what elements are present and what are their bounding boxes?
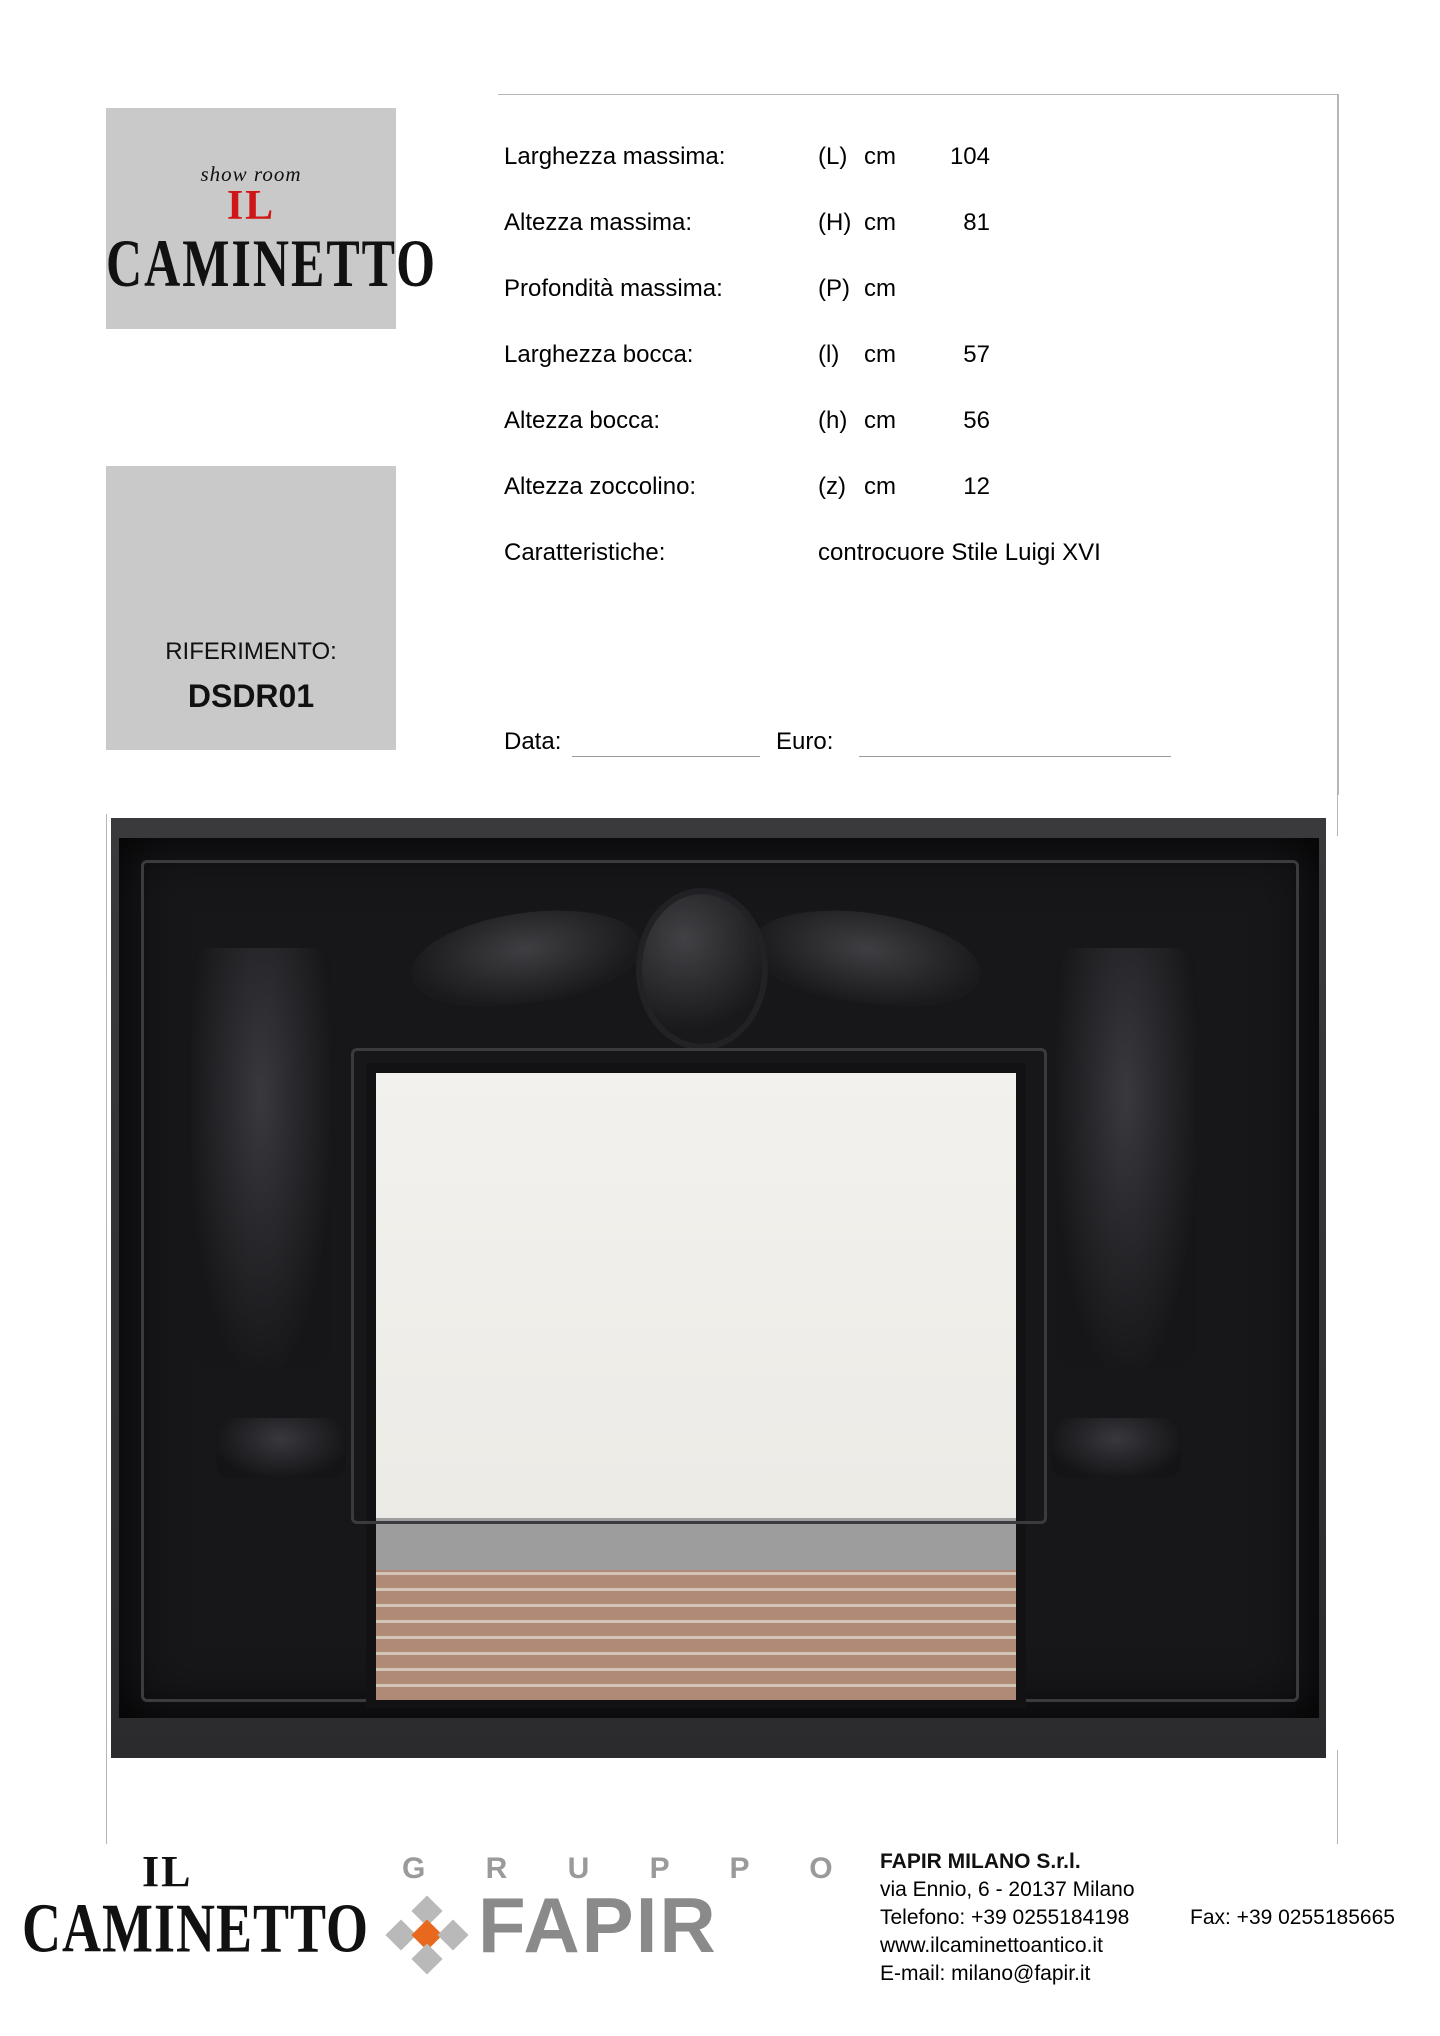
logo-caminetto-text: CAMINETTO bbox=[106, 225, 438, 301]
pilaster-right-relief bbox=[1056, 948, 1196, 1368]
characteristics-label: Caratteristiche: bbox=[504, 539, 666, 566]
footer-fax: Fax: +39 0255185665 bbox=[1190, 1906, 1395, 1929]
euro-input-rule[interactable] bbox=[859, 756, 1171, 757]
footer-brand-caminetto: CAMINETTO bbox=[22, 1889, 370, 1968]
spec-value: 57 bbox=[963, 341, 990, 368]
opening-brick-floor bbox=[376, 1570, 1016, 1700]
reference-label: RIFERIMENTO: bbox=[165, 638, 337, 665]
product-photo bbox=[111, 818, 1326, 1758]
spec-symbol: (l) bbox=[818, 341, 840, 368]
spec-label: Larghezza bocca: bbox=[504, 341, 694, 368]
spec-label: Altezza zoccolino: bbox=[504, 473, 697, 500]
page-right-rule-lower bbox=[1337, 1750, 1338, 1844]
page-left-rule bbox=[106, 814, 107, 1844]
footer-website-link[interactable]: www.ilcaminettoantico.it bbox=[880, 1934, 1103, 1957]
footer-company-name: FAPIR MILANO S.r.l. bbox=[880, 1850, 1081, 1873]
spec-unit: cm bbox=[864, 143, 896, 170]
panel-right-rule bbox=[1337, 94, 1338, 836]
spec-symbol: (z) bbox=[818, 473, 846, 500]
spec-row bbox=[498, 407, 1338, 439]
spec-value: 81 bbox=[963, 209, 990, 236]
characteristics-row bbox=[498, 539, 1338, 571]
frame-inner-bead bbox=[351, 1048, 1047, 1524]
spec-unit: cm bbox=[864, 341, 896, 368]
spec-row bbox=[498, 341, 1338, 373]
footer-gruppo-text: G R U P P O bbox=[402, 1852, 859, 1885]
spec-unit: cm bbox=[864, 209, 896, 236]
spec-unit: cm bbox=[864, 275, 896, 302]
reference-box bbox=[106, 466, 396, 750]
spec-row bbox=[498, 143, 1338, 175]
specification-panel bbox=[498, 94, 1339, 795]
spec-unit: cm bbox=[864, 407, 896, 434]
spec-row bbox=[498, 209, 1338, 241]
footer-address: via Ennio, 6 - 20137 Milano bbox=[880, 1878, 1135, 1901]
spec-value: 12 bbox=[963, 473, 990, 500]
footer-email-link[interactable]: E-mail: milano@fapir.it bbox=[880, 1962, 1091, 1985]
footer-telephone: Telefono: +39 0255184198 bbox=[880, 1906, 1130, 1929]
spec-value: 104 bbox=[949, 143, 990, 170]
logo-il-text: IL bbox=[226, 183, 276, 229]
date-label: Data: bbox=[504, 728, 562, 755]
page-footer bbox=[0, 1836, 1440, 2036]
footer-brand-il: IL bbox=[142, 1847, 193, 1896]
base-left-relief bbox=[216, 1418, 346, 1478]
spec-row bbox=[498, 473, 1338, 505]
showroom-logo-box bbox=[106, 108, 438, 329]
base-right-relief bbox=[1051, 1418, 1181, 1478]
opening-hearth bbox=[376, 1518, 1016, 1570]
characteristics-value: controcuore Stile Luigi XVI bbox=[818, 539, 1101, 566]
logo-showroom-text: show room bbox=[200, 162, 302, 186]
spec-label: Profondità massima: bbox=[504, 275, 723, 302]
pilaster-left-relief bbox=[191, 948, 331, 1368]
reference-value: DSDR01 bbox=[187, 678, 315, 714]
date-input-rule[interactable] bbox=[572, 756, 760, 757]
spec-symbol: (H) bbox=[818, 209, 852, 236]
spec-label: Larghezza massima: bbox=[504, 143, 726, 170]
spec-label: Altezza bocca: bbox=[504, 407, 661, 434]
date-price-line bbox=[504, 728, 1344, 762]
spec-symbol: (P) bbox=[818, 275, 850, 302]
medallion-relief bbox=[636, 888, 768, 1050]
spec-row bbox=[498, 275, 1338, 307]
spec-label: Altezza massima: bbox=[504, 209, 693, 236]
spec-unit: cm bbox=[864, 473, 896, 500]
euro-label: Euro: bbox=[776, 728, 834, 755]
spec-symbol: (h) bbox=[818, 407, 848, 434]
spec-symbol: (L) bbox=[818, 143, 848, 170]
footer-fapir-text: FAPIR bbox=[478, 1881, 718, 1969]
spec-value: 56 bbox=[963, 407, 990, 434]
fapir-diamond-icon bbox=[390, 1900, 474, 1970]
